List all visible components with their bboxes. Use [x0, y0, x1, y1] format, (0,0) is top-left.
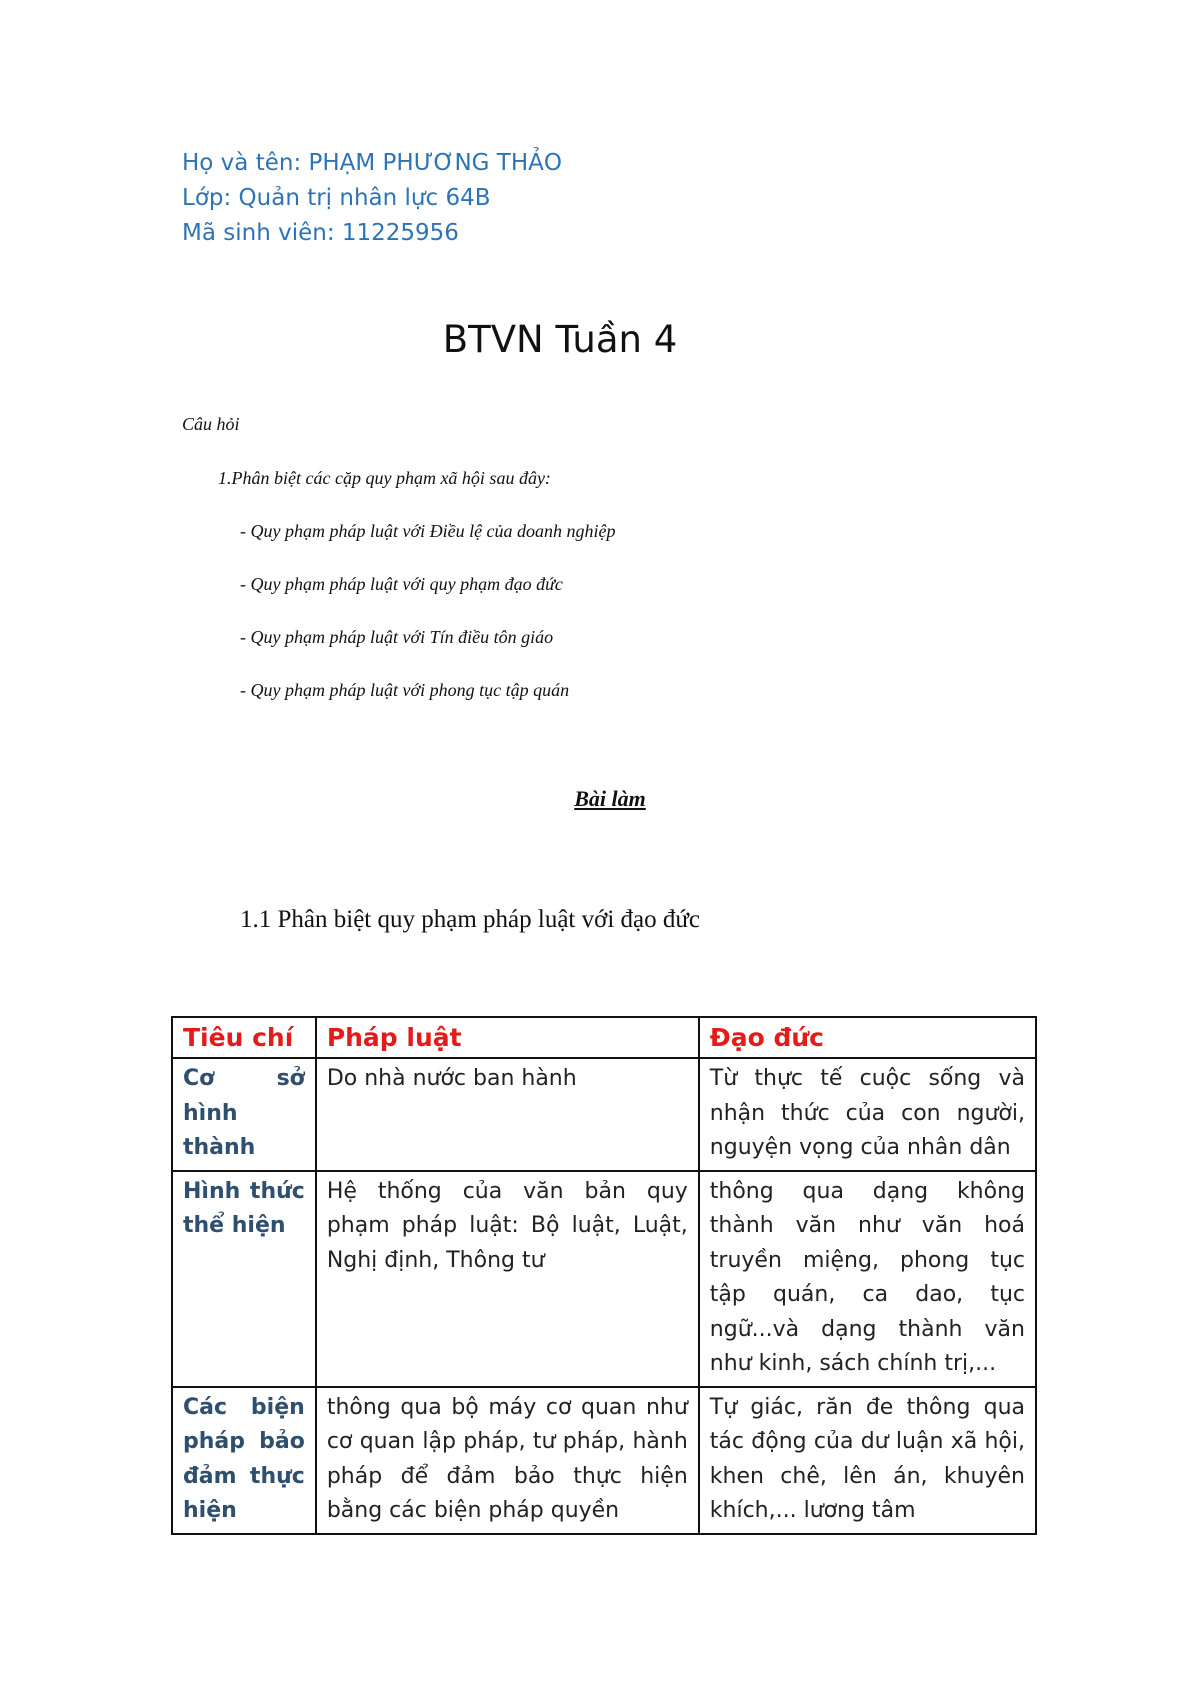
ethics-cell: thông qua dạng không thành văn như văn hoá truyền miệng, phong tục tập quán, ca dao, tục ngữ...và dạng thành văn như kinh, sách chính trị,...	[699, 1171, 1036, 1387]
student-info	[182, 146, 562, 251]
question-label: Câu hỏi	[182, 414, 240, 434]
answer-heading: Bài làm	[574, 786, 646, 811]
question-item: - Quy phạm pháp luật với quy phạm đạo đức	[240, 574, 563, 594]
table-row	[172, 1171, 1036, 1387]
ethics-cell: Tự giác, răn đe thông qua tác động của dư luận xã hội, khen chê, lên án, khuyên khích,... lương tâm	[699, 1387, 1036, 1534]
header-criteria: Tiêu chí	[172, 1017, 316, 1058]
student-id: Mã sinh viên: 11225956	[182, 220, 459, 246]
law-cell: Do nhà nước ban hành	[316, 1058, 699, 1171]
table-header-row	[172, 1017, 1036, 1058]
criteria-cell: Cơ sở hình thành	[172, 1058, 316, 1171]
header-law: Pháp luật	[316, 1017, 699, 1058]
table-row	[172, 1387, 1036, 1534]
question-items	[240, 520, 616, 732]
header-ethics: Đạo đức	[699, 1017, 1036, 1058]
criteria-cell: Các biện pháp bảo đảm thực hiện	[172, 1387, 316, 1534]
ethics-cell: Từ thực tế cuộc sống và nhận thức của con người, nguyện vọng của nhân dân	[699, 1058, 1036, 1171]
section-title: 1.1 Phân biệt quy phạm pháp luật với đạo đức	[240, 906, 701, 933]
law-cell: Hệ thống của văn bản quy phạm pháp luật: Bộ luật, Luật, Nghị định, Thông tư	[316, 1171, 699, 1387]
question-main: 1.Phân biệt các cặp quy phạm xã hội sau đây:	[218, 468, 551, 488]
question-item: - Quy phạm pháp luật với Điều lệ của doanh nghiệp	[240, 521, 616, 541]
student-name: Họ và tên: PHẠM PHƯƠNG THẢO	[182, 150, 562, 176]
document-title: BTVN Tuần 4	[442, 318, 678, 361]
comparison-table	[171, 1016, 1037, 1535]
table-row	[172, 1058, 1036, 1171]
student-class: Lớp: Quản trị nhân lực 64B	[182, 185, 491, 211]
law-cell: thông qua bộ máy cơ quan như cơ quan lập pháp, tư pháp, hành pháp để đảm bảo thực hiện bằng các biện pháp quyền	[316, 1387, 699, 1534]
question-item: - Quy phạm pháp luật với Tín điều tôn giáo	[240, 627, 554, 647]
question-item: - Quy phạm pháp luật với phong tục tập quán	[240, 680, 570, 700]
criteria-cell: Hình thức thể hiện	[172, 1171, 316, 1387]
